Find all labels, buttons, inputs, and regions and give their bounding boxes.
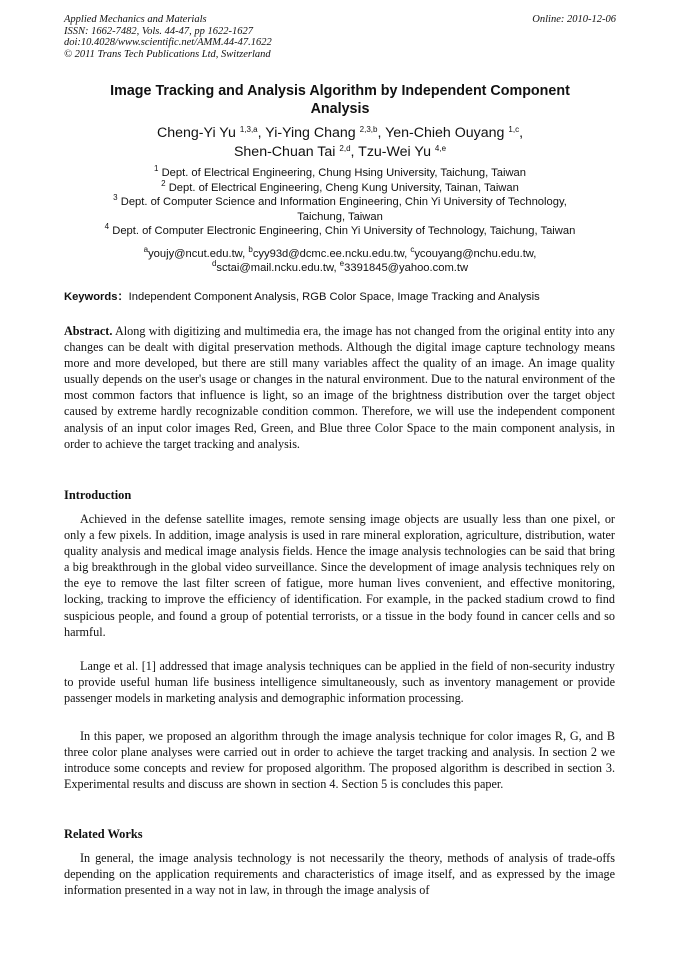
affiliation-text: Dept. of Computer Electronic Engineering, Chin Yi University of Technology, Taichung, Taiwan [109, 225, 576, 238]
affiliation-sup: 3 [113, 193, 118, 203]
keywords-text: Independent Component Analysis, RGB Color Space, Image Tracking and Analysis [128, 291, 540, 303]
affiliation-text: Dept. of Electrical Engineering, Chung Hsing University, Taichung, Taiwan [158, 167, 526, 179]
related-works-heading: Related Works [64, 827, 143, 841]
abstract-text: Along with digitizing and multimedia era, the image has not changed from the original entity into any changes can be dealt with digital preservation methods. Although the digital image capture technology means more and more developed, but there are still many variables affect the quality of an image. An image quality usually depends on the user's usage or changes in the natural environment. Due to the natural environment of the most common factors that influence is light, so an image of the brightness distribution over the target object caused by extreme hardly recognizable condition common. Therefore, we will use the independent component analysis of an input color images Red, Green, and Blue three Color Space to the main component analysis, in order to achieve the target tracking and analysis. [64, 324, 615, 451]
affiliation-1 [64, 166, 616, 181]
abstract-label: Abstract. [64, 324, 113, 338]
email-sup: b [248, 245, 253, 254]
author-sup: 1,3,a [239, 125, 258, 134]
title-line-2: Analysis [310, 101, 370, 117]
email-address: ycouyang@nchu.edu.tw, [414, 248, 537, 260]
keywords-label: Keywords： [64, 291, 129, 303]
keywords [64, 290, 624, 304]
affiliation-2 [64, 178, 616, 196]
author-sup: 2,3,b [359, 125, 378, 134]
affiliations [64, 166, 616, 239]
email-sup: a [143, 245, 149, 254]
author-name: , Yi-Ying Chang [257, 125, 356, 141]
affiliation-text: Dept. of Electrical Engineering, Cheng Kung University, Tainan, Taiwan [165, 181, 519, 194]
issn-line: ISSN: 1662-7482, Vols. 44-47, pp 1622-1627 [64, 25, 253, 37]
email-sup: e [339, 259, 345, 269]
doi-line: doi:10.4028/www.scientific.net/AMM.44-47.1622 [64, 37, 272, 48]
affiliation-3 [64, 195, 616, 210]
author-name: Cheng-Yi Yu [156, 125, 236, 141]
email-sup: c [410, 245, 415, 254]
author-name: , Yen-Chieh Ouyang [377, 125, 505, 141]
journal-name: Applied Mechanics and Materials [64, 14, 207, 25]
paper-title [64, 82, 616, 118]
author-list [64, 124, 616, 162]
related-works-paragraph-1 [64, 850, 615, 898]
introduction-paragraph-2 [64, 658, 615, 706]
email-list [64, 247, 616, 275]
email-sup: d [211, 259, 217, 269]
abstract [64, 323, 615, 452]
affiliation-text: Dept. of Computer Science and Information Engineering, Chin Yi University of Technology, [117, 196, 567, 209]
email-line-2 [64, 261, 616, 275]
online-date: Online: 2010-12-06 [532, 14, 616, 25]
introduction-heading: Introduction [64, 488, 132, 502]
author-line-2 [64, 143, 616, 162]
author-separator: , [519, 125, 524, 141]
email-address: youjy@ncut.edu.tw, [148, 248, 249, 260]
author-sup: 1,c [508, 125, 520, 134]
introduction-paragraph-1 [64, 511, 615, 640]
paragraph-text: In this paper, we proposed an algorithm through the image analysis technique for color images R, G, and B three color plane analyses were carried out in order to achieve the target tracking and analysis. In section 2 we introduce some concepts and review for proposed algorithm. The proposed algorithm is described in section 3. Experimental results and discuss are shown in section 4. Section 5 is concludes this paper. [64, 729, 615, 792]
abstract-paragraph [64, 323, 615, 452]
email-address: 3391845@yahoo.com.tw [344, 262, 469, 275]
author-name: Shen-Chuan Tai [233, 144, 336, 160]
title-line-1: Image Tracking and Analysis Algorithm by Independent Component [110, 83, 570, 99]
author-line-1 [64, 124, 616, 143]
affiliation-sup: 1 [154, 164, 159, 173]
affiliation-4 [64, 224, 616, 239]
affiliation-3-cont: Taichung, Taiwan [297, 210, 383, 223]
author-name: , Tzu-Wei Yu [350, 144, 431, 160]
paragraph-text: In general, the image analysis technology is not necessarily the theory, methods of analysis of trade-offs depending on the application requirements and characteristics of image itself, and as expressed by the image information presented in a way not in law, in through the image analysis of [64, 851, 615, 898]
paragraph-text: Lange et al. [1] addressed that image analysis techniques can be applied in the field of non-security industry to provide useful human life business intelligence simultaneously, such as inventory management or provide passenger models in marketing analysis and demographic information processing. [64, 659, 615, 706]
author-sup: 4,e [434, 144, 447, 153]
copyright-line: © 2011 Trans Tech Publications Ltd, Switzerland [64, 48, 271, 60]
author-sup: 2,d [339, 144, 351, 153]
journal-header [64, 14, 616, 60]
affiliation-sup: 2 [161, 178, 166, 188]
affiliation-sup: 4 [104, 222, 110, 232]
introduction-paragraph-3 [64, 728, 615, 792]
paragraph-text: Achieved in the defense satellite images, remote sensing image objects are usually less than one pixel, or only a few pixels. In addition, image analysis is used in rare mineral exploration, agriculture, distribution, water quality analysis and medical image analysis fields. Hence the image analysis technologies can be said that bring a big breakthrough in the global video surveillance. Since the development of image analysis techniques rely on the eye to remove the last filter screen of fatigue, more human lives convenient, and effective monitoring, locking, tracking to improve the efficiency of identification. For example, in the packed stadium crowd to find suspicious people, and found a group of potential terrorists, or a tissue in the body found in cancer cells and so harmful. [64, 512, 615, 639]
email-address: sctai@mail.ncku.edu.tw, [216, 262, 340, 275]
email-address: cyy93d@dcmc.ee.ncku.edu.tw, [252, 248, 411, 260]
